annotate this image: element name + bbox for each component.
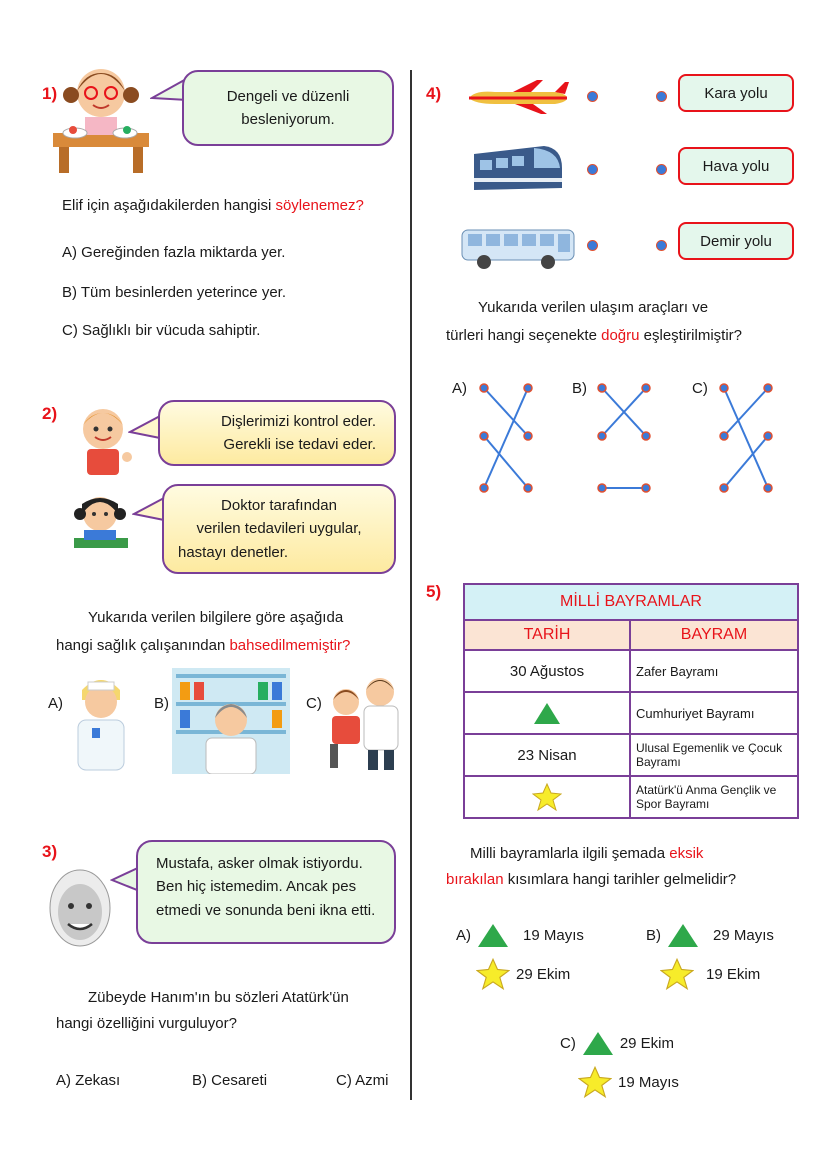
q3-option-c[interactable]: C) Azmi bbox=[336, 1072, 389, 1089]
q4-number: 4) bbox=[426, 84, 442, 103]
q3-bubble-line3: etmedi ve sonunda beni ikna etti. bbox=[156, 901, 376, 919]
row1-holiday: Zafer Bayramı bbox=[630, 650, 798, 692]
row4-holiday: Atatürk'ü Anma Gençlik ve Spor Bayramı bbox=[630, 776, 798, 818]
q2-option-c[interactable]: C) bbox=[306, 695, 322, 712]
table-row bbox=[464, 776, 798, 818]
q1-option-a[interactable]: A) Gereğinden fazla miktarda yer. bbox=[62, 244, 286, 261]
q4-option-b-diagram[interactable] bbox=[594, 380, 654, 494]
q5-option-c-triangle-date: 29 Ekim bbox=[619, 1034, 675, 1052]
q5-option-a-star-row[interactable] bbox=[476, 958, 570, 990]
col-header-date: TARİH bbox=[464, 620, 630, 650]
q2-bubble1-line1: Dişlerimizi kontrol eder. bbox=[220, 413, 376, 430]
q5-option-c-label: C) bbox=[560, 1034, 576, 1052]
q4-question-line1: Yukarıda verilen ulaşım araçları ve bbox=[478, 299, 709, 316]
green-triangle-icon bbox=[533, 701, 561, 725]
q2-speech-bubble-2 bbox=[162, 484, 396, 574]
boy-illustration bbox=[75, 405, 135, 477]
q2-bubble2-line3: hastayı denetler. bbox=[178, 543, 289, 561]
q3-question-line2: hangi özelliğini vurguluyor? bbox=[56, 1015, 237, 1032]
label-demir-yolu[interactable]: Demir yolu bbox=[678, 222, 794, 260]
q4-right-dot-2[interactable] bbox=[656, 164, 667, 175]
yellow-star-icon bbox=[660, 958, 694, 990]
q2-option-b[interactable]: B) bbox=[154, 695, 169, 712]
q5-option-b-star-date: 19 Ekim bbox=[706, 965, 761, 983]
row4-date-missing bbox=[464, 776, 630, 818]
q5-option-a-star-date: 29 Ekim bbox=[516, 965, 571, 983]
q4-left-dot-3[interactable] bbox=[587, 240, 598, 251]
yellow-star-icon bbox=[532, 783, 562, 811]
table-title: MİLLİ BAYRAMLAR bbox=[464, 584, 798, 620]
q5-option-c[interactable] bbox=[560, 1030, 674, 1056]
q5-option-b-label: B) bbox=[646, 926, 661, 944]
green-triangle-icon bbox=[667, 922, 699, 948]
nurse-illustration[interactable] bbox=[66, 670, 136, 772]
row1-date: 30 Ağustos bbox=[464, 650, 630, 692]
q3-bubble-line1: Mustafa, asker olmak istiyordu. bbox=[156, 855, 363, 872]
girl-student-illustration bbox=[70, 492, 132, 554]
q4-left-dot-2[interactable] bbox=[587, 164, 598, 175]
q2-number: 2) bbox=[42, 404, 58, 423]
table-row bbox=[464, 734, 798, 776]
q5-number: 5) bbox=[426, 582, 442, 601]
table-row bbox=[464, 650, 798, 692]
q5-question-line2: bırakılan kısımlara hangi tarihler gelmelidir? bbox=[446, 871, 737, 888]
q4-option-a-diagram[interactable] bbox=[476, 380, 536, 494]
col-header-holiday: BAYRAM bbox=[630, 620, 798, 650]
q4-option-c-diagram[interactable] bbox=[716, 380, 776, 494]
label-hava-yolu[interactable]: Hava yolu bbox=[678, 147, 794, 185]
q2-bubble2-line2: verilen tedavileri uygular, bbox=[196, 520, 362, 538]
q2-bubble2-tail bbox=[132, 490, 166, 530]
q2-bubble1-line2: Gerekli ise tedavi eder. bbox=[223, 436, 376, 454]
q3-question-line1: Zübeyde Hanım'ın bu sözleri Atatürk'ün bbox=[88, 989, 349, 1006]
q5-option-c-star-date: 19 Mayıs bbox=[618, 1073, 679, 1091]
q2-question-line2: hangi sağlık çalışanından bahsedilmemiştir? bbox=[56, 637, 351, 654]
row2-date-missing bbox=[464, 692, 630, 734]
green-triangle-icon bbox=[477, 922, 509, 948]
q3-number: 3) bbox=[42, 842, 58, 861]
q1-option-b[interactable]: B) Tüm besinlerden yeterince yer. bbox=[62, 284, 286, 301]
q3-option-a[interactable]: A) Zekası bbox=[56, 1072, 121, 1089]
q4-left-dot-1[interactable] bbox=[587, 91, 598, 102]
q5-question-line1: Milli bayramlarla ilgili şemada eksik bbox=[470, 845, 704, 862]
q2-bubble2-line1: Doktor tarafından bbox=[221, 497, 337, 514]
q5-option-a-triangle-date: 19 Mayıs bbox=[523, 926, 584, 944]
q5-option-a-label: A) bbox=[456, 926, 471, 944]
milli-bayramlar-table bbox=[463, 583, 799, 819]
train-illustration bbox=[474, 140, 564, 194]
q2-question-line1: Yukarıda verilen bilgilere göre aşağıda bbox=[88, 609, 344, 626]
row3-holiday: Ulusal Egemenlik ve Çocuk Bayramı bbox=[630, 734, 798, 776]
zubeyde-hanim-portrait bbox=[44, 862, 116, 956]
row2-holiday: Cumhuriyet Bayramı bbox=[630, 692, 798, 734]
doctor-child-illustration[interactable] bbox=[322, 672, 408, 772]
q1-option-c[interactable]: C) Sağlıklı bir vücuda sahiptir. bbox=[62, 322, 261, 339]
q4-option-a-label[interactable]: A) bbox=[452, 380, 467, 397]
q4-right-dot-3[interactable] bbox=[656, 240, 667, 251]
girl-eating-illustration bbox=[45, 55, 157, 175]
q3-speech-bubble bbox=[136, 840, 396, 944]
q4-option-c-label[interactable]: C) bbox=[692, 380, 708, 397]
airplane-illustration bbox=[465, 80, 569, 114]
q5-option-c-star-row[interactable] bbox=[578, 1066, 679, 1098]
bus-illustration bbox=[460, 226, 578, 272]
q1-number: 1) bbox=[42, 84, 58, 103]
green-triangle-icon bbox=[582, 1030, 614, 1056]
row3-date: 23 Nisan bbox=[464, 734, 630, 776]
q2-speech-bubble-1 bbox=[158, 400, 396, 466]
pharmacist-illustration[interactable] bbox=[172, 668, 290, 774]
column-divider bbox=[410, 70, 412, 1100]
q3-option-b[interactable]: B) Cesareti bbox=[192, 1072, 268, 1089]
q3-bubble-line2: Ben hiç istemedim. Ancak pes bbox=[156, 878, 357, 896]
q4-right-dot-1[interactable] bbox=[656, 91, 667, 102]
q4-question-line2: türleri hangi seçenekte doğru eşleştirilmiştir? bbox=[446, 327, 742, 344]
q5-option-b-triangle-date: 29 Mayıs bbox=[713, 926, 774, 944]
yellow-star-icon bbox=[578, 1066, 612, 1098]
q1-question: Elif için aşağıdakilerden hangisi söylenemez? bbox=[62, 197, 364, 214]
table-row bbox=[464, 692, 798, 734]
q2-bubble1-tail bbox=[128, 408, 162, 448]
q1-speech-bubble: Dengeli ve düzenli besleniyorum. bbox=[182, 70, 394, 146]
yellow-star-icon bbox=[476, 958, 510, 990]
q2-option-a[interactable]: A) bbox=[48, 695, 63, 712]
label-kara-yolu[interactable]: Kara yolu bbox=[678, 74, 794, 112]
q5-option-a[interactable] bbox=[456, 922, 584, 948]
q4-option-b-label[interactable]: B) bbox=[572, 380, 587, 397]
q5-option-b[interactable] bbox=[646, 922, 774, 948]
q5-option-b-star-row[interactable] bbox=[660, 958, 760, 990]
